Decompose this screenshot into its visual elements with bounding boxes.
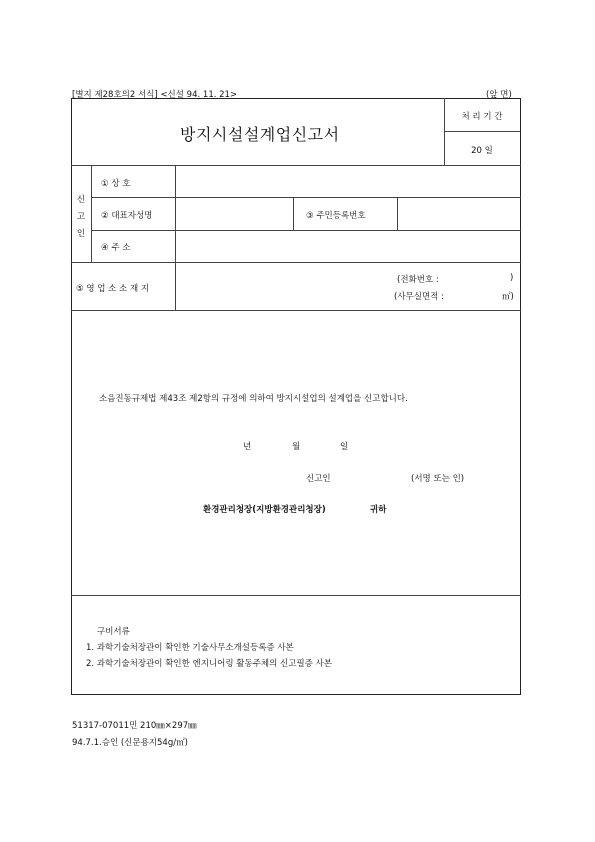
resident-number-field[interactable] <box>399 199 519 228</box>
rule-location-bottom <box>71 310 521 311</box>
address-label: ④ 주 소 <box>101 243 131 253</box>
approval-note: 94.7.1.승인 (신문용지54g/㎡) <box>72 738 188 748</box>
trade-name-field[interactable] <box>177 167 519 195</box>
form-title: 방지시설설계업신고서 <box>180 125 340 144</box>
rule-applicant-bottom <box>71 262 521 263</box>
representative-label: ② 대표자성명 <box>101 211 153 221</box>
rule-row-2 <box>91 230 521 231</box>
page-side-label: (앞 면) <box>486 90 512 100</box>
office-area-unit: ㎡) <box>502 292 514 302</box>
label-column-divider <box>175 165 176 310</box>
business-location-field[interactable] <box>177 264 387 308</box>
rule-attachments-top <box>71 595 521 596</box>
attachment-item: 2. 과학기술처장관이 확인한 엔지니어링 활동주체의 신고필증 사본 <box>86 659 333 669</box>
date-month: 월 <box>292 442 301 452</box>
form-reference: [별지 제28호의2 서식] <신설 94. 11. 21> <box>72 90 238 100</box>
date-day: 일 <box>340 442 349 452</box>
processing-split <box>444 131 520 132</box>
rule-row-1 <box>91 197 521 198</box>
signer-field[interactable] <box>340 468 408 484</box>
resident-label-left-divider <box>293 197 294 230</box>
office-area-label: (사무실면적 : <box>394 292 444 302</box>
attachment-item: 1. 과학기술처장관이 확인한 기술사무소개설등록증 사본 <box>86 643 294 653</box>
resident-number-label: ③ 주민등록번호 <box>306 211 366 221</box>
resident-label-right-divider <box>397 197 398 230</box>
representative-field[interactable] <box>177 199 291 228</box>
processing-period-label: 처 리 기 간 <box>461 112 503 122</box>
business-location-label: ⑤ 영 업 소 소 재 지 <box>76 284 150 294</box>
applicant-group-label: 신 고 인 <box>76 195 86 239</box>
rule-title-bottom <box>71 165 521 166</box>
date-year: 년 <box>243 442 252 452</box>
addressee: 환경관리청장(지방환경관리청장) <box>203 505 326 515</box>
attachments-heading: 구비서류 <box>97 627 130 637</box>
trade-name-label: ① 상 호 <box>101 179 131 189</box>
addressee-honorific: 귀하 <box>370 505 387 515</box>
applicant-group-divider <box>91 165 92 262</box>
signer-label: 신고인 <box>306 474 331 484</box>
phone-close: ) <box>510 273 514 283</box>
declaration-statement: 소음진동규제법 제43조 제2항의 규정에 의하여 방지시설업의 설계업을 신고합니다. <box>99 394 408 404</box>
phone-label: (전화번호 : <box>397 275 439 285</box>
processing-period-value: 20 일 <box>471 146 493 156</box>
address-field[interactable] <box>177 232 519 260</box>
print-code: 51317-07011민 210㎜×297㎜ <box>72 721 197 731</box>
signature-note: (서명 또는 인) <box>411 474 465 484</box>
